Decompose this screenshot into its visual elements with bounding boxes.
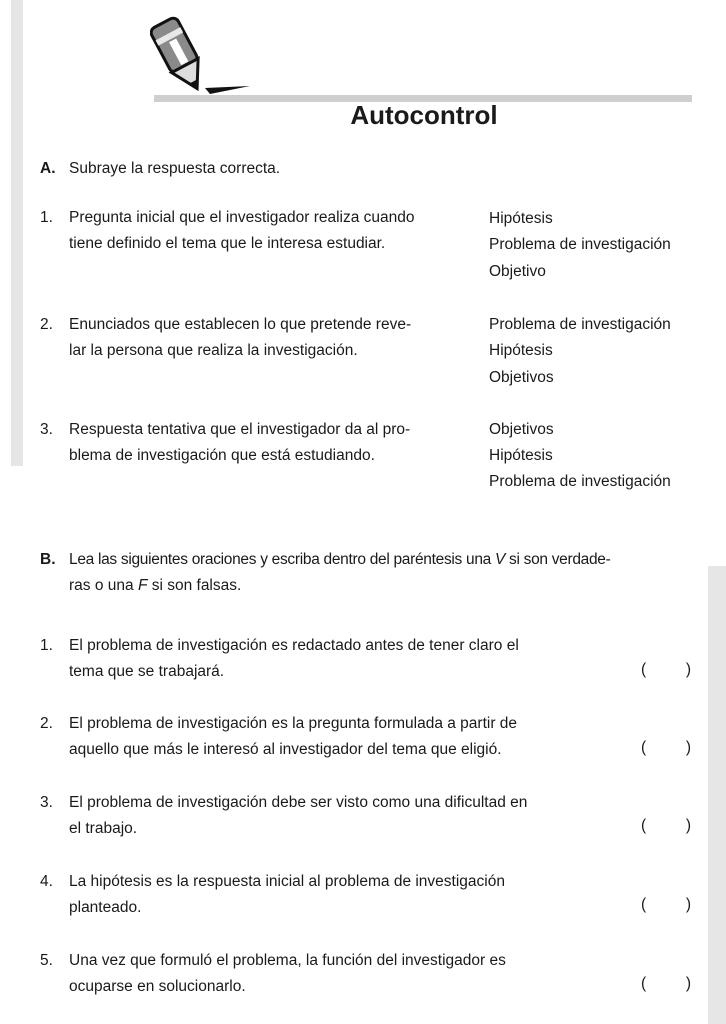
- paren-close: ): [685, 739, 691, 756]
- f-letter: F: [137, 577, 148, 594]
- answer-parentheses[interactable]: [641, 896, 691, 914]
- answer-parentheses[interactable]: [641, 975, 691, 993]
- section-b-letter: B.: [40, 551, 56, 568]
- b-item-number: 4.: [40, 873, 53, 890]
- instruction-text: Lea las siguientes oraciones y escriba dentro del paréntesis una: [69, 551, 495, 568]
- b-item-number: 1.: [40, 637, 53, 654]
- page-title: Autocontrol: [350, 100, 498, 130]
- paren-close: ): [685, 661, 691, 678]
- a-option[interactable]: Hipótesis: [489, 342, 553, 359]
- paren-close: ): [685, 817, 691, 834]
- b-item-text: ocuparse en solucionarlo.: [69, 978, 246, 995]
- section-b-instruction: [69, 551, 611, 569]
- b-item-text: aquello que más le interesó al investigador del tema que eligió.: [69, 741, 502, 758]
- a-option[interactable]: Objetivo: [489, 263, 546, 280]
- b-item-number: 2.: [40, 715, 53, 732]
- b-item-text: El problema de investigación es redactado antes de tener claro el: [69, 637, 519, 654]
- paren-close: ): [685, 975, 691, 992]
- paren-close: ): [685, 896, 691, 913]
- section-a-letter: A.: [40, 160, 56, 177]
- right-margin-bar: [708, 566, 726, 1024]
- b-item-number: 5.: [40, 952, 53, 969]
- a-item-number: 2.: [40, 316, 53, 333]
- pencil-icon: [150, 10, 260, 95]
- instruction-text: si son verdade-: [505, 551, 611, 568]
- a-option[interactable]: Hipótesis: [489, 210, 553, 227]
- a-item-text: tiene definido el tema que le interesa estudiar.: [69, 235, 386, 252]
- left-margin-bar: [11, 0, 23, 466]
- paren-open: (: [641, 975, 647, 992]
- b-item-text: tema que se trabajará.: [69, 663, 225, 680]
- b-item-text: El problema de investigación debe ser visto como una dificultad en: [69, 794, 528, 811]
- instruction-text: si son falsas.: [147, 577, 242, 594]
- a-item-text: blema de investigación que está estudiando.: [69, 447, 375, 464]
- a-item-number: 3.: [40, 421, 53, 438]
- a-option[interactable]: Objetivos: [489, 369, 554, 386]
- a-option[interactable]: Hipótesis: [489, 447, 553, 464]
- section-b-instruction-2: [69, 577, 241, 595]
- answer-parentheses[interactable]: [641, 817, 691, 835]
- a-item-text: Pregunta inicial que el investigador realiza cuando: [69, 209, 415, 226]
- b-item-text: La hipótesis es la respuesta inicial al problema de investigación: [69, 873, 505, 890]
- a-item-text: Respuesta tentativa que el investigador da al pro-: [69, 421, 411, 438]
- paren-open: (: [641, 739, 647, 756]
- b-item-number: 3.: [40, 794, 53, 811]
- answer-parentheses[interactable]: [641, 739, 691, 757]
- a-item-text: Enunciados que establecen lo que pretende reve-: [69, 316, 412, 333]
- b-item-text: Una vez que formuló el problema, la función del investigador es: [69, 952, 506, 969]
- paren-open: (: [641, 817, 647, 834]
- instruction-text: ras o una: [69, 577, 138, 594]
- a-option[interactable]: Problema de investigación: [489, 473, 671, 490]
- a-item-text: lar la persona que realiza la investigación.: [69, 342, 358, 359]
- paren-open: (: [641, 896, 647, 913]
- b-item-text: el trabajo.: [69, 820, 138, 837]
- a-option[interactable]: Problema de investigación: [489, 236, 671, 253]
- paren-open: (: [641, 661, 647, 678]
- b-item-text: El problema de investigación es la pregunta formulada a partir de: [69, 715, 518, 732]
- a-option[interactable]: Problema de investigación: [489, 316, 671, 333]
- answer-parentheses[interactable]: [641, 661, 691, 679]
- a-item-number: 1.: [40, 209, 53, 226]
- a-option[interactable]: Objetivos: [489, 421, 554, 438]
- b-item-text: planteado.: [69, 899, 142, 916]
- section-a-instruction: Subraye la respuesta correcta.: [69, 160, 281, 177]
- v-letter: V: [494, 551, 506, 568]
